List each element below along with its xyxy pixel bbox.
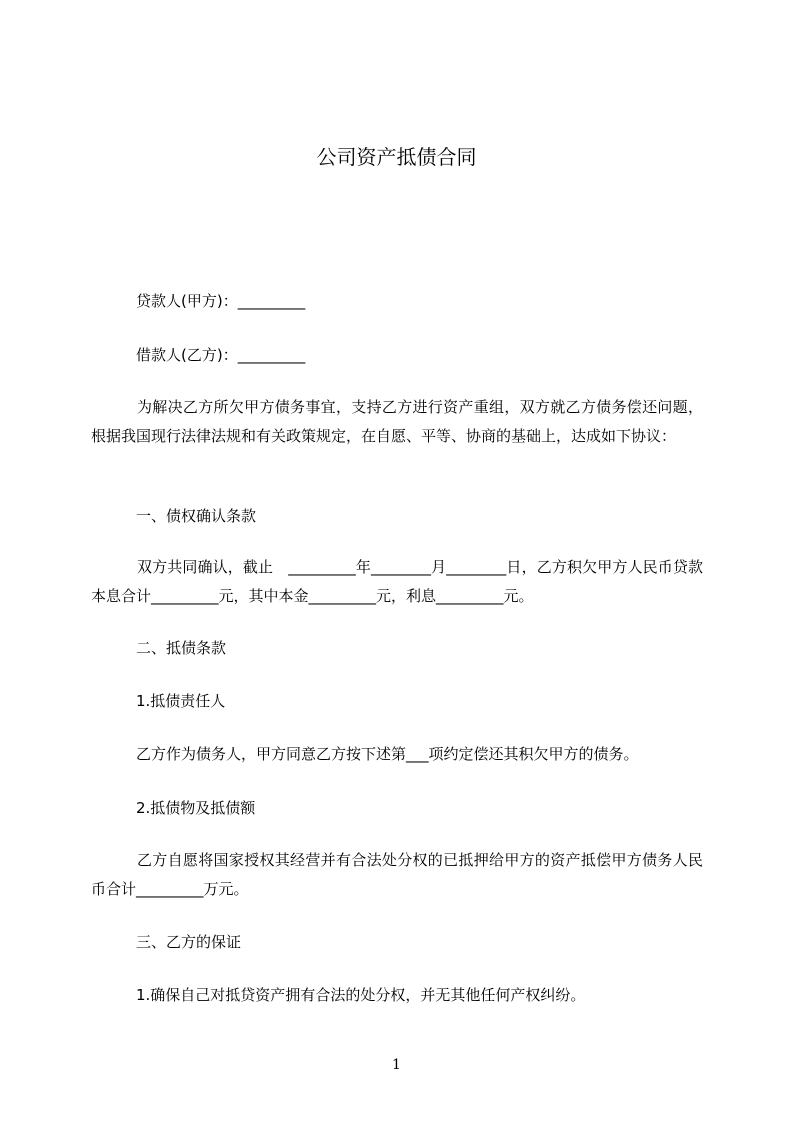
section3-item1: 1.确保自己对抵贷资产拥有合法的处分权，并无其他任何产权纠纷。: [136, 986, 586, 1004]
section2-item1-body: 乙方作为债务人，甲方同意乙方按下述第___项约定偿还其积欠甲方的债务。: [136, 745, 639, 763]
section2-item1-heading: 1.抵债责任人: [136, 692, 226, 710]
section2-item2-heading: 2.抵债物及抵债额: [136, 799, 256, 817]
section1-heading: 一、债权确认条款: [136, 507, 257, 525]
preamble-paragraph: 为解决乙方所欠甲方债务事宜，支持乙方进行资产重组，双方就乙方债务偿还问题，根据我国现行法律法规和有关政策规定，在自愿、平等、协商的基础上，达成如下协议：: [91, 398, 703, 445]
section1-body: 双方共同确认，截止 _________年________月________日，乙方积欠甲方人民币贷款本息合计_________元，其中本金_________元，利息_________元。: [91, 558, 703, 605]
section2-heading: 二、抵债条款: [136, 639, 227, 657]
section3-heading: 三、乙方的保证: [136, 933, 242, 951]
document-title: 公司资产抵债合同: [316, 145, 477, 169]
lender-line: 贷款人(甲方)：_________: [136, 292, 306, 310]
page-number: 1: [392, 1057, 401, 1073]
section2-item2-body: 乙方自愿将国家授权其经营并有合法处分权的已抵押给甲方的资产抵偿甲方债务人民币合计_________万元。: [91, 851, 703, 898]
borrower-line: 借款人(乙方)：_________: [136, 346, 306, 364]
